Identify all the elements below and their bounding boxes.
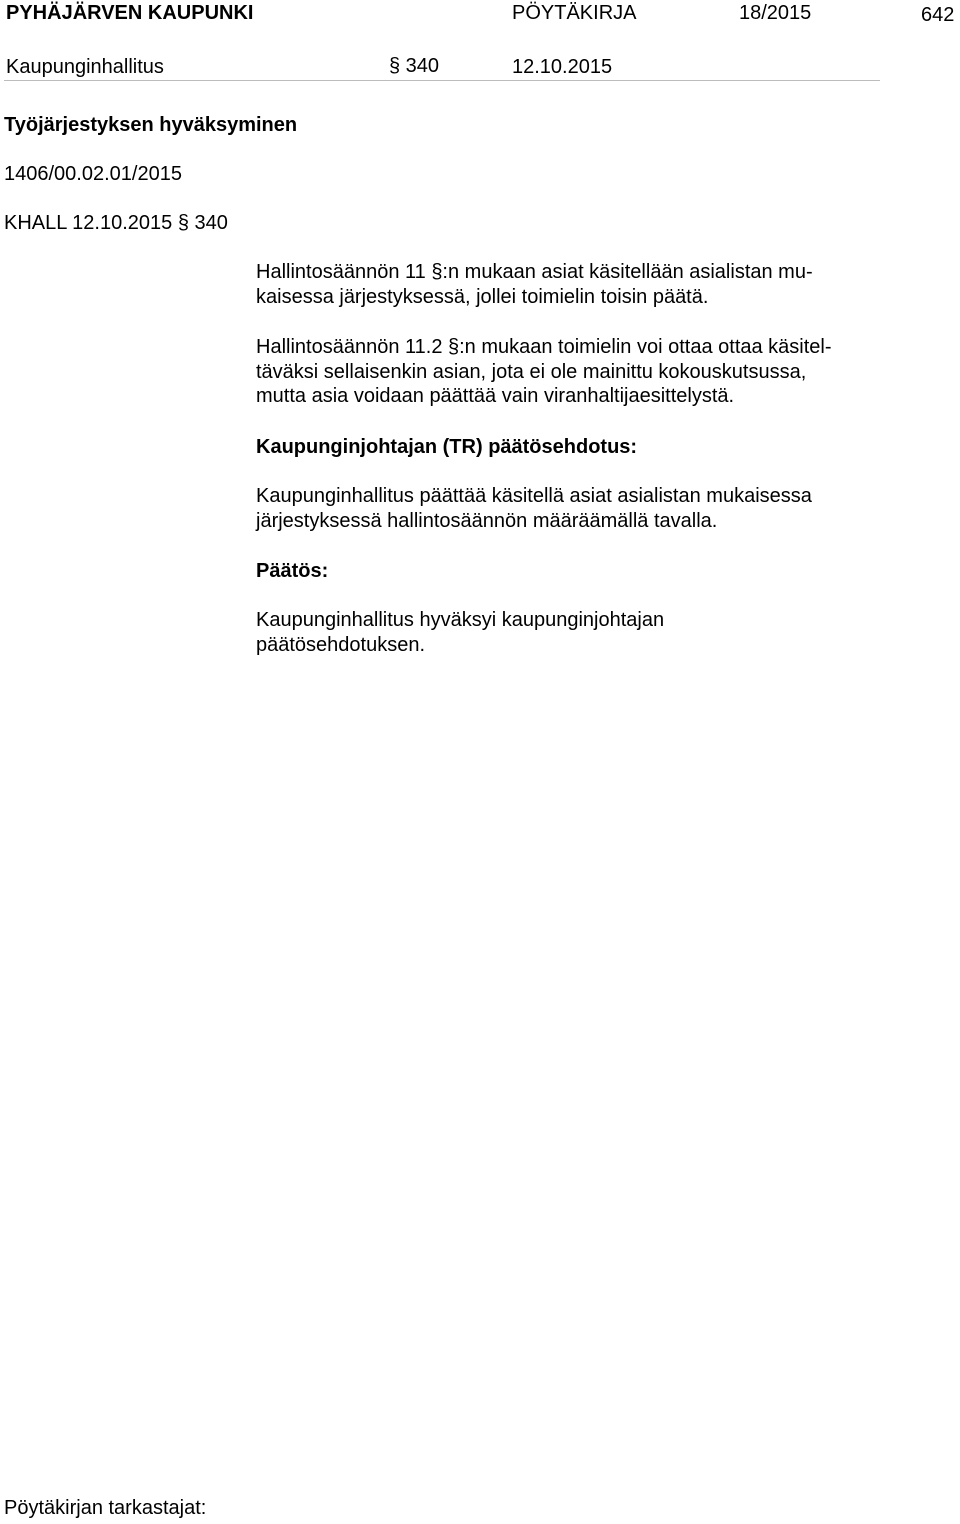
text-line: kaisessa järjestyksessä, jollei toimielin toisin päätä.	[256, 285, 709, 308]
text-line: Hallintosäännön 11.2 §:n mukaan toimielin voi ottaa ottaa käsitel-	[256, 336, 832, 358]
proposal-text	[256, 484, 812, 533]
decision-text	[256, 608, 664, 657]
text-line: päätösehdotuksen.	[256, 633, 426, 656]
text-line: Hallintosäännön 11 §:n mukaan asiat käsitellään asialistan mu-	[256, 261, 813, 283]
text-line: Kaupunginhallitus hyväksyi kaupunginjohtajan	[256, 609, 665, 631]
text-line: täväksi sellaisenkin asian, jota ei ole mainittu kokouskutsussa,	[256, 360, 807, 383]
document-type: PÖYTÄKIRJA	[512, 2, 637, 24]
text-line: järjestyksessä hallintosäännön määräämällä tavalla.	[256, 509, 718, 532]
organization-name: PYHÄJÄRVEN KAUPUNKI	[6, 2, 254, 24]
protocol-number: 18/2015	[739, 2, 812, 24]
text-line: mutta asia voidaan päättää vain viranhaltijaesittelystä.	[256, 385, 735, 407]
section-number: § 340	[389, 55, 440, 77]
meeting-body: Kaupunginhallitus	[6, 56, 164, 78]
item-title: Työjärjestyksen hyväksyminen	[4, 114, 298, 136]
history-reference: KHALL 12.10.2015 § 340	[4, 212, 228, 234]
proposal-heading: Kaupunginjohtajan (TR) päätösehdotus:	[256, 436, 638, 458]
header-divider	[4, 80, 880, 81]
paragraph-additional-items	[256, 335, 832, 409]
text-line: Kaupunginhallitus päättää käsitellä asiat asialistan mukaisessa	[256, 485, 812, 507]
meeting-date: 12.10.2015	[512, 56, 613, 78]
page-number: 642	[921, 4, 955, 26]
diary-number: 1406/00.02.01/2015	[4, 163, 182, 185]
paragraph-agenda-order	[256, 260, 813, 309]
examiners-label: Pöytäkirjan tarkastajat:	[4, 1497, 207, 1519]
decision-heading: Päätös:	[256, 560, 329, 582]
